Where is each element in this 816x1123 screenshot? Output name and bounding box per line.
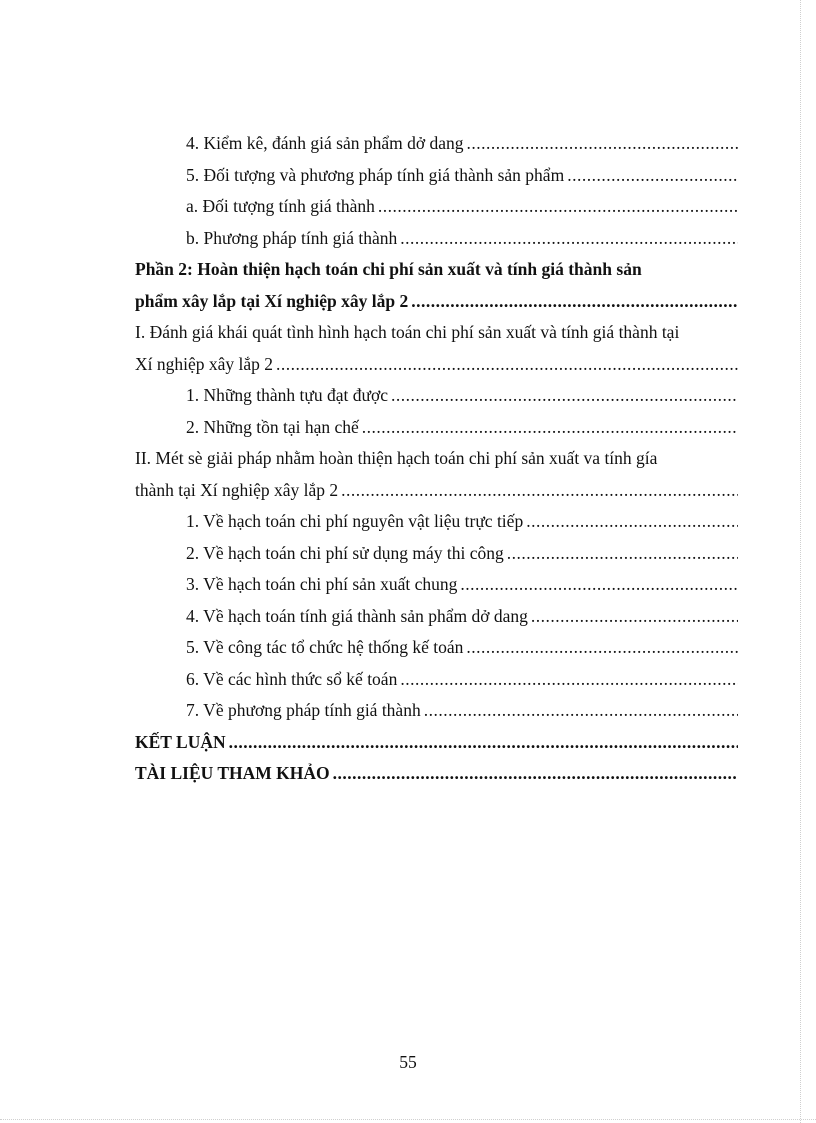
dot-leader: [229, 727, 738, 759]
toc-entry: [135, 223, 738, 255]
toc-entry-text: 7. Về phương pháp tính giá thành: [186, 700, 421, 720]
toc-entry-text: 2. Những tồn tại hạn chế: [186, 416, 359, 437]
toc-entry: [135, 632, 738, 664]
page-border-right: [800, 0, 801, 1123]
page-number: 55: [399, 1052, 417, 1072]
toc-entry: [135, 475, 738, 507]
toc-entry-text: 1. Về hạch toán chi phí nguyên vật liệu trực tiếp: [186, 511, 524, 531]
toc-section-heading: [135, 317, 738, 349]
table-of-contents: [135, 128, 738, 790]
dot-leader: [424, 695, 738, 727]
page-border-bottom: [0, 1119, 816, 1120]
toc-section-heading: [135, 443, 738, 475]
dot-leader: [411, 286, 738, 318]
dot-leader: [460, 569, 738, 601]
dot-leader: [378, 191, 738, 223]
dot-leader: [567, 160, 738, 192]
dot-leader: [507, 538, 738, 570]
toc-entry-text: Xí nghiệp xây lắp 2: [135, 353, 274, 374]
toc-entry: [135, 538, 738, 570]
toc-entry: [135, 160, 738, 192]
toc-entry: [135, 601, 738, 633]
dot-leader: [276, 349, 738, 381]
toc-entry: [135, 349, 738, 381]
toc-entry-text: 5. Về công tác tổ chức hệ thống kế toán: [186, 637, 464, 657]
toc-entry: [135, 286, 738, 318]
toc-section-heading-line1: II. Mét sè giải pháp nhằm hoàn thiện hạch toán chi phí sản xuất va tính gía: [135, 448, 658, 468]
toc-entry-text: 2. Về hạch toán chi phí sử dụng máy thi công: [186, 542, 504, 563]
toc-entry-text: 3. Về hạch toán chi phí sản xuất chung: [186, 574, 458, 594]
toc-entry: [135, 695, 738, 727]
toc-entry-text: 6. Về các hình thức sổ kế toán: [186, 668, 398, 689]
dot-leader: [526, 506, 738, 538]
dot-leader: [391, 380, 738, 412]
toc-entry-text: thành tại Xí nghiệp xây lắp 2: [135, 479, 339, 500]
dot-leader: [341, 475, 738, 507]
dot-leader: [362, 412, 738, 444]
toc-entry-text: 5. Đối tượng và phương pháp tính giá thành sản phẩm: [186, 164, 565, 185]
toc-entry-text: a. Đối tượng tính giá thành: [186, 196, 375, 216]
toc-entry: [135, 569, 738, 601]
toc-entry-text: 4. Kiểm kê, đánh giá sản phẩm dở dang: [186, 133, 464, 153]
dot-leader: [467, 128, 738, 160]
toc-entry: [135, 128, 738, 160]
toc-entry: [135, 412, 738, 444]
dot-leader: [400, 664, 738, 696]
toc-entry-text: TÀI LIỆU THAM KHẢO: [135, 763, 330, 783]
dot-leader: [400, 223, 738, 255]
toc-entry-text: KẾT LUẬN: [135, 731, 226, 752]
dot-leader: [531, 601, 738, 633]
dot-leader: [466, 632, 738, 664]
toc-entry: [135, 380, 738, 412]
toc-entry: [135, 664, 738, 696]
toc-entry-text: b. Phương pháp tính giá thành: [186, 227, 398, 248]
toc-entry: [135, 191, 738, 223]
dot-leader: [333, 758, 738, 790]
toc-entry-text: 1. Những thành tựu đạt được: [186, 385, 388, 405]
toc-section-heading-line1: I. Đánh giá khái quát tình hình hạch toán chi phí sản xuất và tính giá thành tại: [135, 322, 680, 342]
toc-entry-text: phẩm xây lắp tại Xí nghiệp xây lắp 2: [135, 290, 409, 311]
toc-part-heading-line1: Phần 2: Hoàn thiện hạch toán chi phí sản xuất và tính giá thành sản: [135, 259, 642, 279]
toc-entry: [135, 506, 738, 538]
toc-entry-references: [135, 758, 738, 790]
toc-entry-text: 4. Về hạch toán tính giá thành sản phẩm dở dang: [186, 605, 528, 626]
toc-part-heading: [135, 254, 738, 286]
toc-entry-conclusion: [135, 727, 738, 759]
